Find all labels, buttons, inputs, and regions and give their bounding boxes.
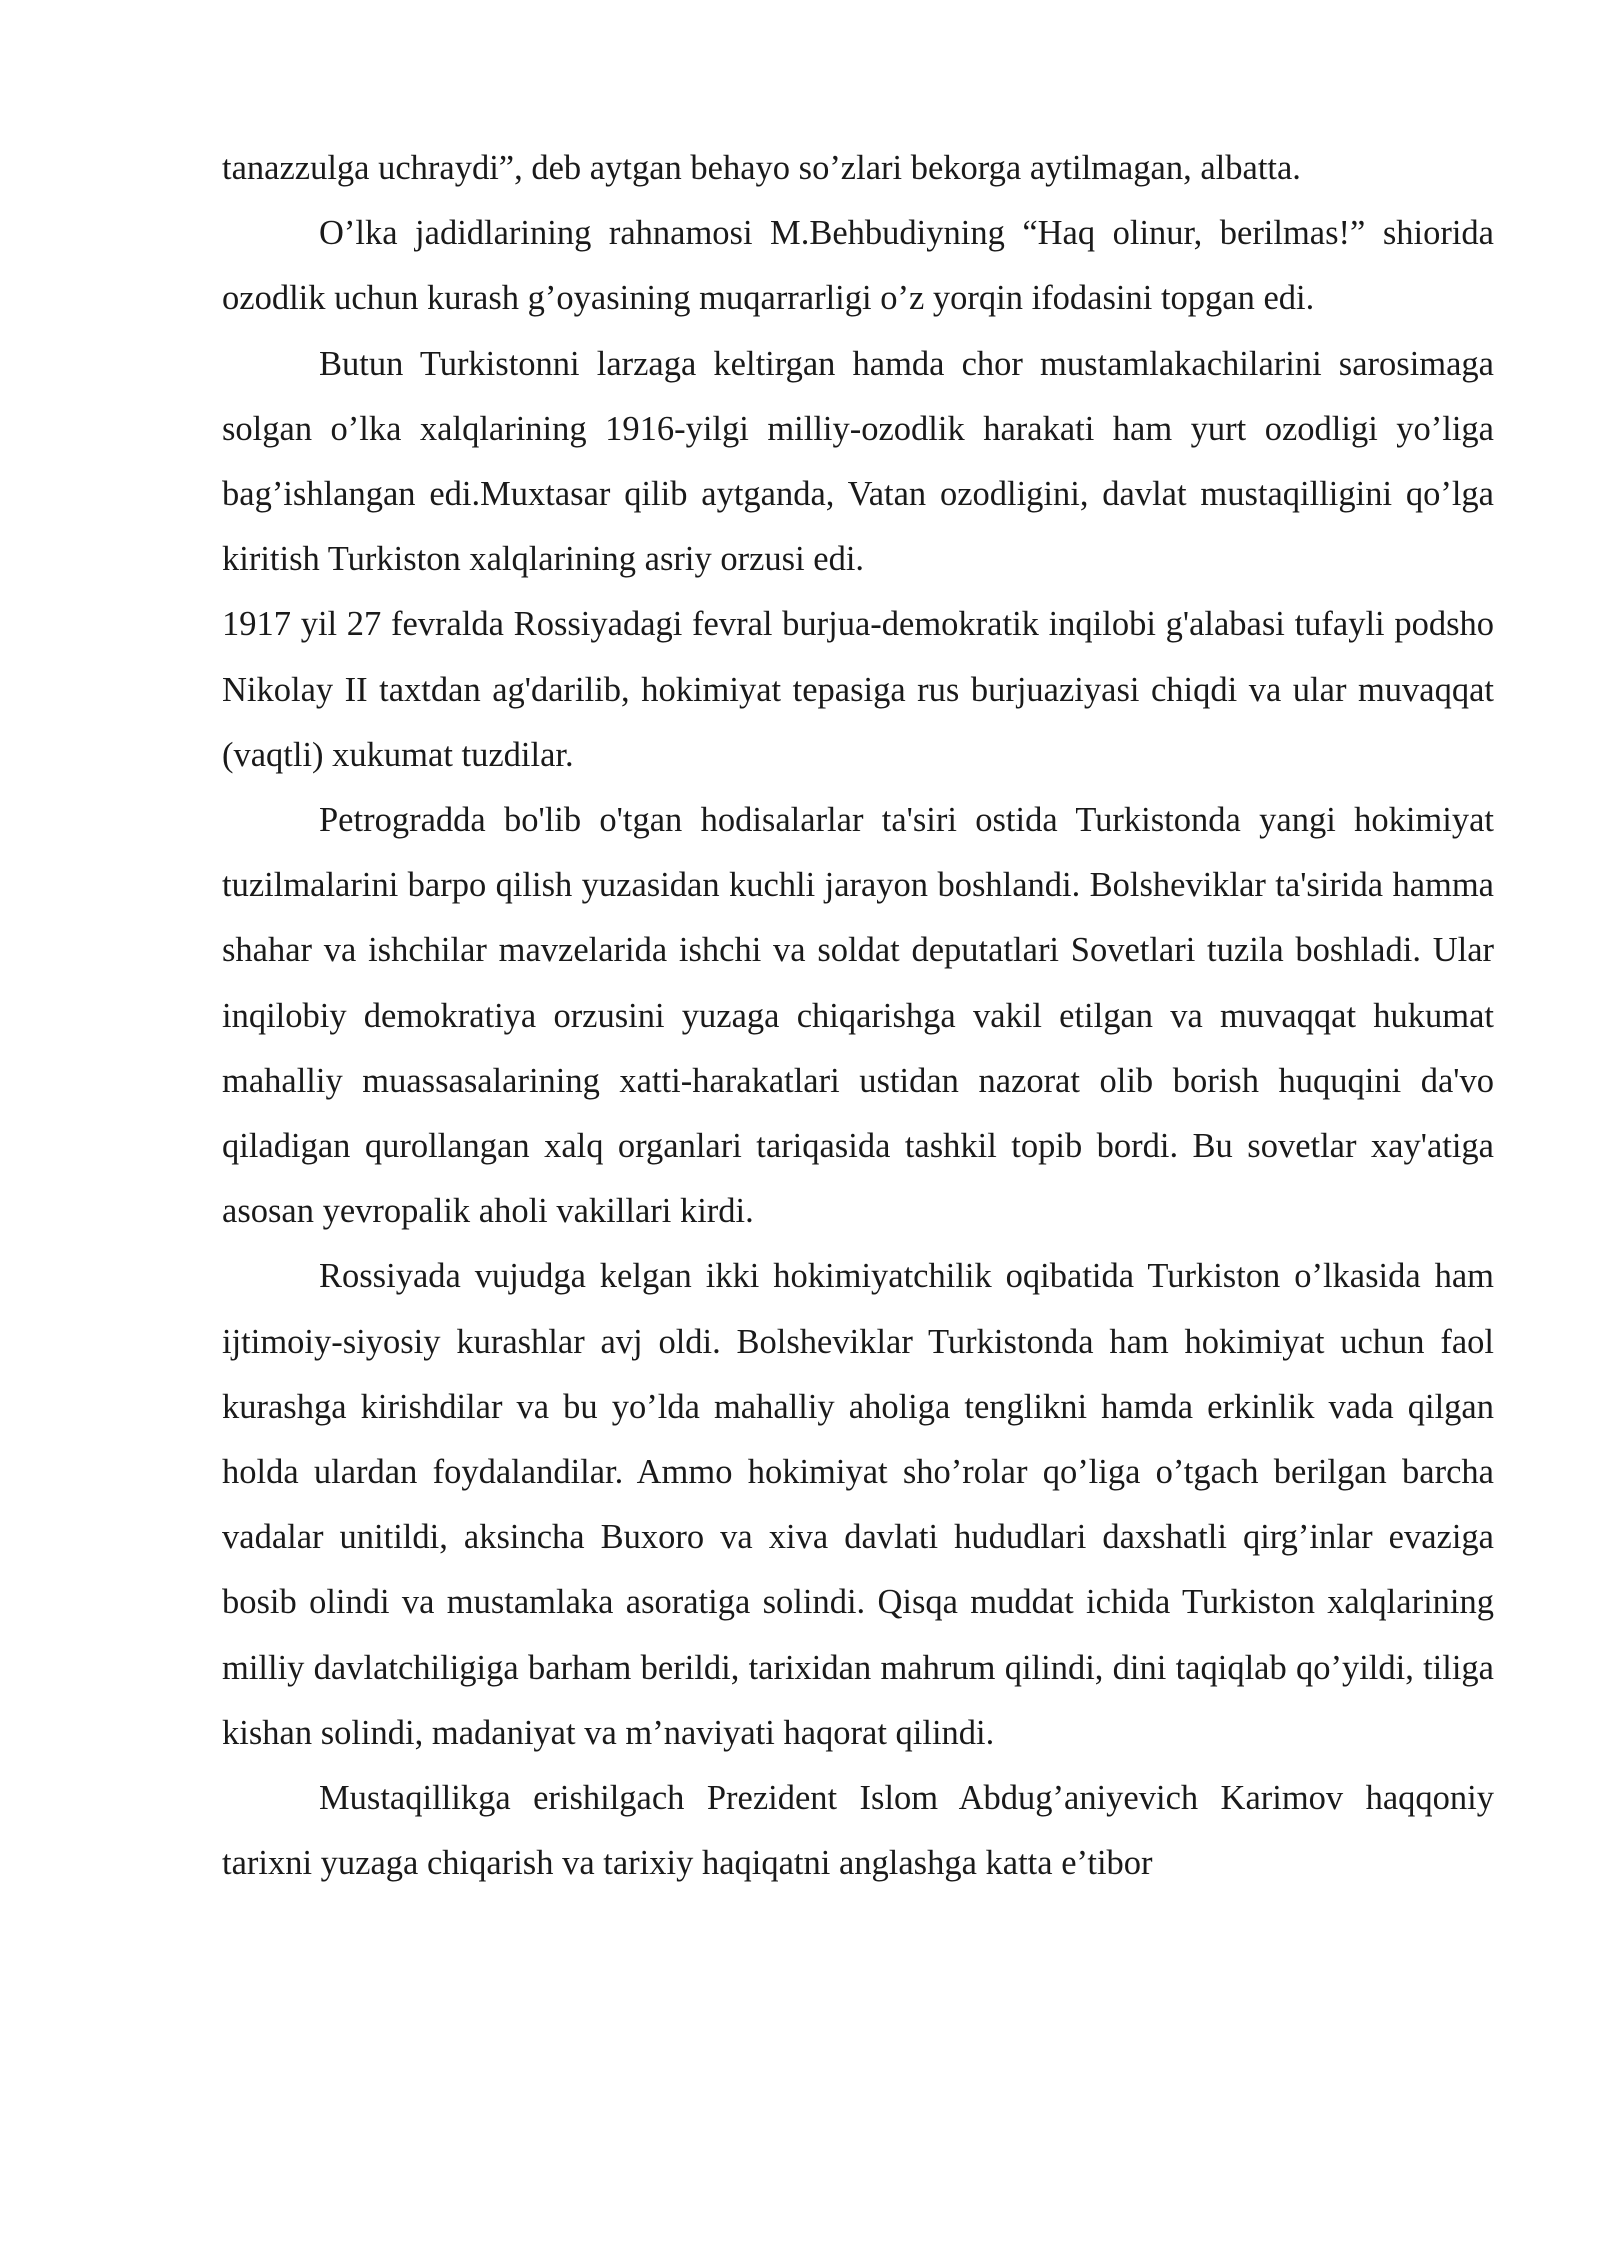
paragraph: Petrogradda bo'lib o'tgan hodisalarlar ta'siri ostida Turkistonda yangi hokimiyat tuzilmalarini barpo qilish yuzasidan kuchli jarayon boshlandi. Bolsheviklar ta'sirida hamma shahar va ishchilar mavzelarida ishchi va soldat deputatlari Sovetlari tuzila boshladi. Ular inqilobiy demokratiya orzusini yuzaga chiqarishga vakil etilgan va muvaqqat hukumat mahalliy muassasalarining xatti-harakatlari ustidan nazorat olib borish huquqini da'vo qiladigan qurollangan xalq organlari tariqasida tashkil topib bordi. Bu sovetlar xay'atiga asosan yevropalik aholi vakillari kirdi. xyxy=(222,801,1494,1231)
document-page xyxy=(222,136,1494,1896)
paragraph: 1917 yil 27 fevralda Rossiyadagi fevral burjua-demokratik inqilobi g'alabasi tufayli podsho Nikolay II taxtdan ag'darilib, hokimiyat tepasiga rus burjuaziyasi chiqdi va ular muvaqqat (vaqtli) xukumat tuzdilar. xyxy=(222,605,1494,774)
paragraph: tanazzulga uchraydi”, deb aytgan behayo so’zlari bekorga aytilmagan, albatta. xyxy=(222,149,1301,187)
paragraph: O’lka jadidlarining rahnamosi M.Behbudiyning “Haq olinur, berilmas!” shiorida ozodlik uchun kurash g’oyasining muqarrarligi o’z yorqin ifodasini topgan edi. xyxy=(222,214,1494,318)
paragraph: Rossiyada vujudga kelgan ikki hokimiyatchilik oqibatida Turkiston o’lkasida ham ijtimoiy-siyosiy kurashlar avj oldi. Bolsheviklar Turkistonda ham hokimiyat uchun faol kurashga kirishdilar va bu yo’lda mahalliy aholiga tenglikni hamda erkinlik vada qilgan holda ulardan foydalandilar. Ammo hokimiyat sho’rolar qo’liga o’tgach berilgan barcha vadalar unitildi, aksincha Buxoro va xiva davlati hududlari daxshatli qirg’inlar evaziga bosib olindi va mustamlaka asoratiga solindi. Qisqa muddat ichida Turkiston xalqlarining milliy davlatchiligiga barham berildi, tarixidan mahrum qilindi, dini taqiqlab qo’yildi, tiliga kishan solindi, madaniyat va m’naviyati haqorat qilindi. xyxy=(222,1257,1494,1752)
paragraph: Mustaqillikga erishilgach Prezident Islom Abdug’aniyevich Karimov haqqoniy tarixni yuzaga chiqarish va tarixiy haqiqatni anglashga katta e’tibor xyxy=(222,1779,1494,1883)
paragraph: Butun Turkistonni larzaga keltirgan hamda chor mustamlakachilarini sarosimaga solgan o’lka xalqlarining 1916-yilgi milliy-ozodlik harakati ham yurt ozodligi yo’liga bag’ishlangan edi.Muxtasar qilib aytganda, Vatan ozodligini, davlat mustaqilligini qo’lga kiritish Turkiston xalqlarining asriy orzusi edi. xyxy=(222,344,1494,579)
